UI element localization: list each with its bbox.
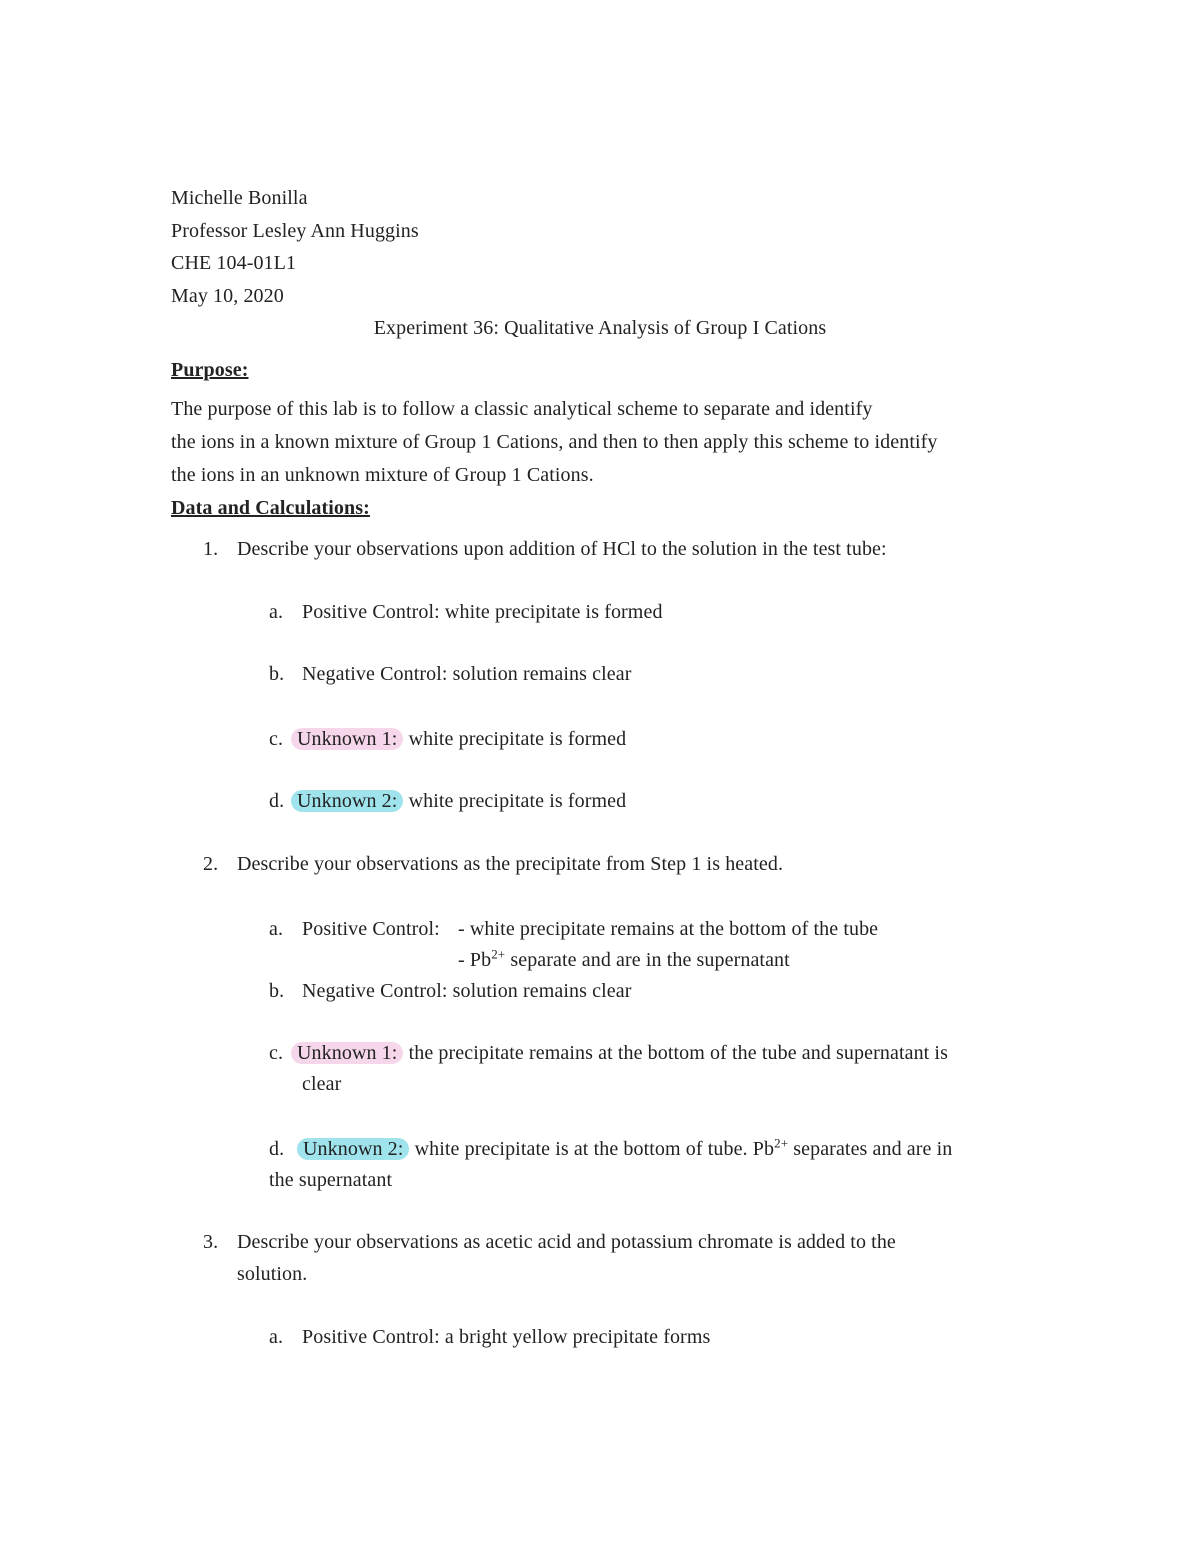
data-heading: Data and Calculations: bbox=[171, 497, 370, 519]
report-title: Experiment 36: Qualitative Analysis of Group I Cations bbox=[373, 317, 827, 339]
unknown-1-highlight: Unknown 1: bbox=[291, 728, 403, 750]
q1-a-text: Positive Control: white precipitate is formed bbox=[302, 601, 663, 623]
q2-b-text: Negative Control: solution remains clear bbox=[302, 980, 632, 1002]
q2-a-label: Positive Control: bbox=[302, 918, 440, 940]
q2-c-line bbox=[291, 1040, 948, 1066]
q3-number: 3. bbox=[203, 1231, 219, 1253]
q1-number: 1. bbox=[203, 538, 219, 560]
q1-b-text: Negative Control: solution remains clear bbox=[302, 663, 632, 685]
purpose-line-3: the ions in an unknown mixture of Group 1 Cations. bbox=[171, 464, 594, 486]
q2-a-line-2-prefix: - Pb bbox=[458, 949, 492, 971]
q1-a-marker: a. bbox=[269, 601, 284, 623]
q1-c-marker: c. bbox=[269, 728, 284, 750]
purpose-line-2: the ions in a known mixture of Group 1 Cations, and then to then apply this scheme to identify bbox=[171, 431, 938, 453]
q1-c-line bbox=[291, 726, 626, 752]
q3-text-cont: solution. bbox=[237, 1263, 308, 1285]
q2-a-charge: 2+ bbox=[491, 946, 506, 962]
q2-a-line-1: - white precipitate remains at the bottom of the tube bbox=[458, 918, 879, 940]
q1-c-text: white precipitate is formed bbox=[408, 728, 627, 750]
unknown-1-highlight: Unknown 1: bbox=[291, 1042, 403, 1064]
q2-number: 2. bbox=[203, 853, 219, 875]
q2-d-text-rest: separates and are in bbox=[788, 1138, 953, 1160]
q1-b-marker: b. bbox=[269, 663, 285, 685]
purpose-line-1: The purpose of this lab is to follow a classic analytical scheme to separate and identify bbox=[171, 398, 873, 420]
professor-name: Professor Lesley Ann Huggins bbox=[171, 220, 419, 242]
q2-d-text-cont: the supernatant bbox=[269, 1169, 393, 1191]
q2-d-marker: d. bbox=[269, 1138, 285, 1160]
q1-d-marker: d. bbox=[269, 790, 285, 812]
student-name: Michelle Bonilla bbox=[171, 187, 308, 209]
q2-d-line bbox=[297, 1136, 952, 1162]
unknown-2-highlight: Unknown 2: bbox=[297, 1138, 409, 1160]
q2-b-marker: b. bbox=[269, 980, 285, 1002]
q2-d-charge: 2+ bbox=[774, 1135, 789, 1151]
q2-d-text-prefix: white precipitate is at the bottom of tube. Pb bbox=[414, 1138, 775, 1160]
q2-c-text: the precipitate remains at the bottom of the tube and supernatant is bbox=[408, 1042, 948, 1064]
q3-text: Describe your observations as acetic acid and potassium chromate is added to the bbox=[237, 1231, 896, 1253]
unknown-2-highlight: Unknown 2: bbox=[291, 790, 403, 812]
course-code: CHE 104-01L1 bbox=[171, 252, 297, 274]
q3-a-text: Positive Control: a bright yellow precipitate forms bbox=[302, 1326, 711, 1348]
q2-a-marker: a. bbox=[269, 918, 284, 940]
q2-a-line-2 bbox=[458, 947, 790, 973]
q3-a-marker: a. bbox=[269, 1326, 284, 1348]
q2-text: Describe your observations as the precipitate from Step 1 is heated. bbox=[237, 853, 784, 875]
q2-c-text-cont: clear bbox=[302, 1073, 342, 1095]
q2-c-marker: c. bbox=[269, 1042, 284, 1064]
report-date: May 10, 2020 bbox=[171, 285, 284, 307]
purpose-heading: Purpose: bbox=[171, 359, 249, 381]
q2-a-line-2-rest: separate and are in the supernatant bbox=[505, 949, 790, 971]
q1-text: Describe your observations upon addition of HCl to the solution in the test tube: bbox=[237, 538, 887, 560]
q1-d-text: white precipitate is formed bbox=[408, 790, 627, 812]
q1-d-line bbox=[291, 788, 626, 814]
